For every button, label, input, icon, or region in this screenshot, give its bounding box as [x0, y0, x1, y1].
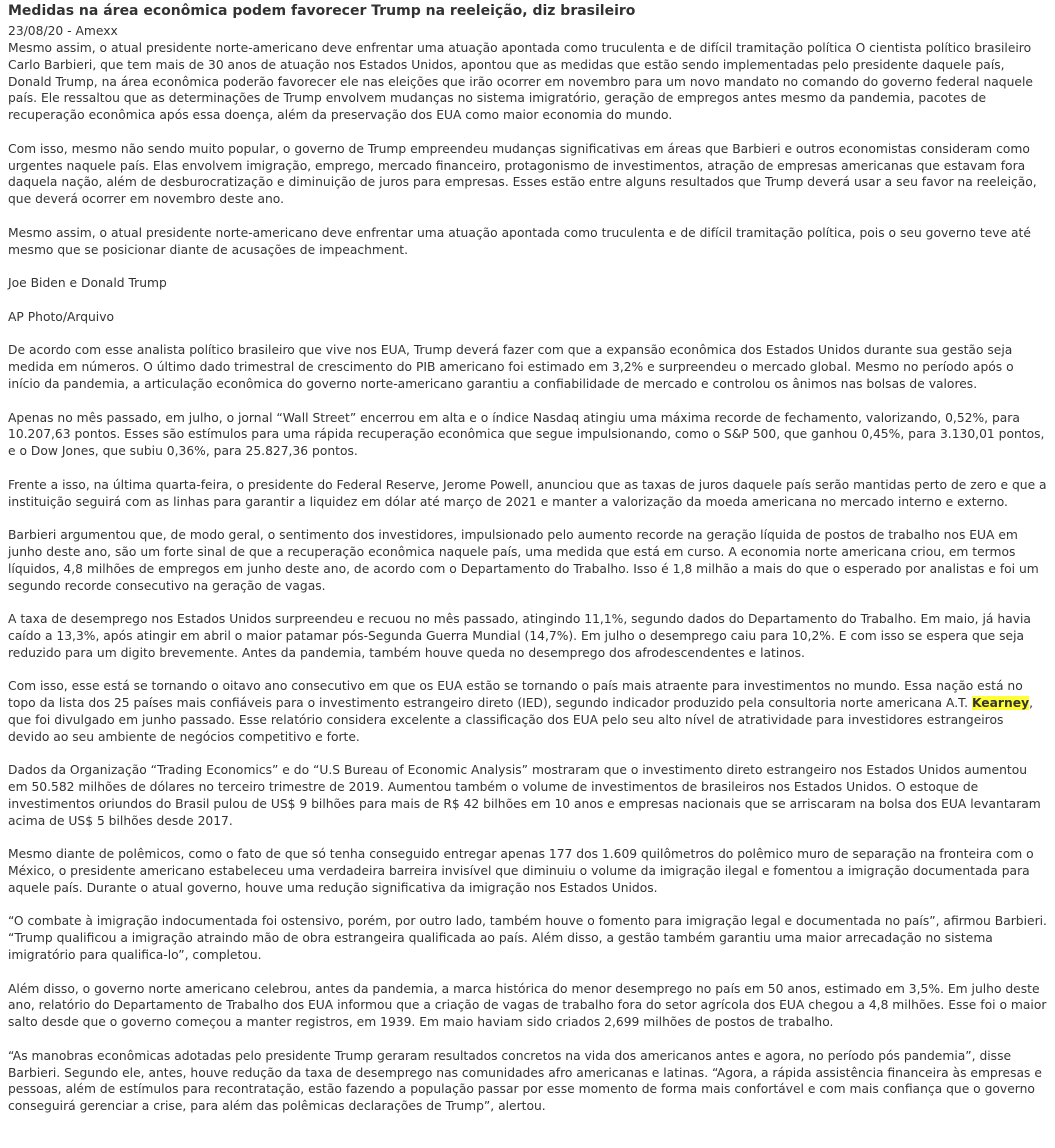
- paragraph: De acordo com esse analista político brasileiro que vive nos EUA, Trump deverá fazer com que a expansão econômica dos Estados Unidos durante sua gestão seja medida em números. O último dado trimestral de crescimento do PIB americano foi estimado em 3,2% e surpreendeu o mercado global. Mesmo no período após o início da pandemia, a articulação econômica do governo norte-americano garantiu a confiabilidade de mercado e controlou os ânimos nas bolsas de valores.: [8, 343, 1014, 391]
- paragraph: Barbieri argumentou que, de modo geral, o sentimento dos investidores, impulsionado pelo aumento recorde na geração líquida de postos de trabalho nos EUA em junho deste ano, são um forte sinal de que a recuperação econômica naquele país, uma medida que está em curso. A economia norte americana criou, em termos líquidos, 4,8 milhões de empregos em junho deste ano, de acordo com o Departamento do Trabalho. Isso é 1,8 milhão a mais do que o esperado por analistas e foi um segundo recorde consecutivo na geração de vagas.: [8, 528, 1039, 593]
- paragraph: Dados da Organização “Trading Economics” e do “U.S Bureau of Economic Analysis” mostraram que o investimento direto estrangeiro nos Estados Unidos aumentou em 50.582 milhões de dólares no terceiro trimestre de 2019. Aumentou também o volume de investimentos de brasileiros nos Estados Unidos. O estoque de investimentos oriundos do Brasil pulou de US$ 9 bilhões para mais de R$ 42 bilhões em 10 anos e empresas nacionais que se arriscaram na bolsa dos EUA levantaram acima de US$ 5 bilhões desde 2017.: [8, 763, 1041, 828]
- photo-credit: AP Photo/Arquivo: [8, 309, 115, 324]
- article-date: 23/08/20: [8, 24, 64, 38]
- meta-separator: -: [63, 24, 76, 38]
- paragraph: Com isso, mesmo não sendo muito popular, o governo de Trump empreendeu mudanças significativas em áreas que Barbieri e outros economistas consideram como urgentes naquele país. Elas envolvem imigração, emprego, mercado financeiro, protagonismo de investimentos, atração de empresas americanas que estavam fora daquela nação, além de desburocratização e diminuição de juros para empresas. Esses estão entre alguns resultados que Trump deverá usar a seu favor na reeleição, que deverá ocorrer em novembro deste ano.: [8, 141, 1037, 207]
- paragraph: Frente a isso, na última quarta-feira, o presidente do Federal Reserve, Jerome Powell, anunciou que as taxas de juros daquele país serão mantidas perto de zero e que a instituição seguirá com as linhas para garantir a liquidez em dólar até março de 2021 e manter a valorização da moeda americana no mercado interno e externo.: [8, 477, 1047, 509]
- photo-caption: Joe Biden e Donald Trump: [8, 276, 167, 291]
- paragraph: A taxa de desemprego nos Estados Unidos surpreendeu e recuou no mês passado, atingindo 11,1%, segundo dados do Departamento do Trabalho. Em maio, já havia caído a 13,3%, após atingir em abril o maior patamar pós-Segunda Guerra Mundial (14,7%). Em julho o desemprego caiu para 10,2%. E com isso se espera que seja reduzido para um digito brevemente. Antes da pandemia, também houve queda no desemprego dos afrodescendentes e latinos.: [8, 612, 1031, 660]
- paragraph: Mesmo diante de polêmicos, como o fato de que só tenha conseguido entregar apenas 177 dos 1.609 quilômetros do polêmico muro de separação na fronteira com o México, o presidente americano estabeleceu uma verdadeira barreira invisível que diminuiu o volume da imigração ilegal e fomentou a imigração documentada para aquele país. Durante o atual governo, houve uma redução significativa da imigração nos Estados Unidos.: [8, 847, 1034, 895]
- paragraph-text-before: Com isso, esse está se tornando o oitavo ano consecutivo em que os EUA estão se tornando o país mais atraente para investimentos no mundo. Essa nação está no topo da lista dos 25 países mais confiáveis para o investimento estrangeiro direto (IED), segundo indicador produzido pela consultoria norte americana A.T.: [8, 679, 1023, 711]
- paragraph-text-after: , que foi divulgado em junho passado. Esse relatório considera excelente a classificação dos EUA pelo seu alto nível de atratividade para investidores estrangeiros devido ao seu ambiente de negócios competitivo e forte.: [8, 696, 1034, 744]
- article-body: [8, 40, 1047, 1115]
- article-title: Medidas na área econômica podem favorecer Trump na reeleição, diz brasileiro: [8, 3, 636, 19]
- paragraph: Apenas no mês passado, em julho, o jornal “Wall Street” encerrou em alta e o índice Nasdaq atingiu uma máxima recorde de fechamento, valorizando, 0,52%, para 10.207,63 pontos. Esses são estímulos para uma rápida recuperação econômica que segue impulsionando, como o S&P 500, que ganhou 0,45%, para 3.130,01 pontos, e o Dow Jones, que subiu 0,36%, para 25.827,36 pontos.: [8, 410, 1045, 459]
- paragraph: Mesmo assim, o atual presidente norte-americano deve enfrentar uma atuação apontada como truculenta e de difícil tramitação política O cientista político brasileiro Carlo Barbieri, que tem mais de 30 anos de atuação nos Estados Unidos, apontou que as medidas que estão sendo implementadas pelo presidente daquele país, Donald Trump, na área econômica poderão favorecer ele nas eleições que irão ocorrer em novembro para um novo mandato no comando do governo federal naquele país. Ele ressaltou que as determinações de Trump envolvem mudanças no sistema imigratório, geração de empregos antes mesmo da pandemia, pacotes de recuperação econômica após essa doença, além da preservação dos EUA como maior economia do mundo.: [8, 41, 1033, 123]
- paragraph: Além disso, o governo norte americano celebrou, antes da pandemia, a marca histórica do menor desemprego no país em 50 anos, estimado em 3,5%. Em julho deste ano, relatório do Departamento de Trabalho dos EUA informou que a criação de vagas de trabalho fora do setor agrícola dos EUA chegou a 4,8 milhões. Esse foi o maior salto desde que o governo começou a manter registros, em 1939. Em maio haviam sido criados 2,699 milhões de postos de trabalho.: [8, 981, 1047, 1030]
- paragraph: “O combate à imigração indocumentada foi ostensivo, porém, por outro lado, também houve o fomento para imigração legal e documentada no país”, afirmou Barbieri. “Trump qualificou a imigração atraindo mão de obra estrangeira qualificada ao país. Além disso, a gestão também garantiu uma maior arrecadação no sistema imigratório para qualifica-lo”, completou.: [8, 914, 1047, 963]
- article-source: Amexx: [75, 24, 118, 38]
- article-meta: [8, 23, 1047, 40]
- highlighted-term: Kearney: [971, 696, 1030, 711]
- paragraph-kearney: [8, 678, 1047, 745]
- paragraph: “As manobras econômicas adotadas pelo presidente Trump geraram resultados concretos na vida dos americanos antes e agora, no período pós pandemia”, disse Barbieri. Segundo ele, antes, houve redução da taxa de desemprego nas comunidades afro americanas e latinas. “Agora, a rápida assistência financeira às empresas e pessoas, além de estímulos para recontratação, estão fazendo a população passar por esse momento de forma mais confortável e com mais confiança que o governo conseguirá gerenciar a crise, para além das polêmicas declarações de Trump”, alertou.: [8, 1048, 1042, 1114]
- paragraph: Mesmo assim, o atual presidente norte-americano deve enfrentar uma atuação apontada como truculenta e de difícil tramitação política, pois o seu governo teve até mesmo que se posicionar diante de acusações de impeachment.: [8, 225, 1031, 257]
